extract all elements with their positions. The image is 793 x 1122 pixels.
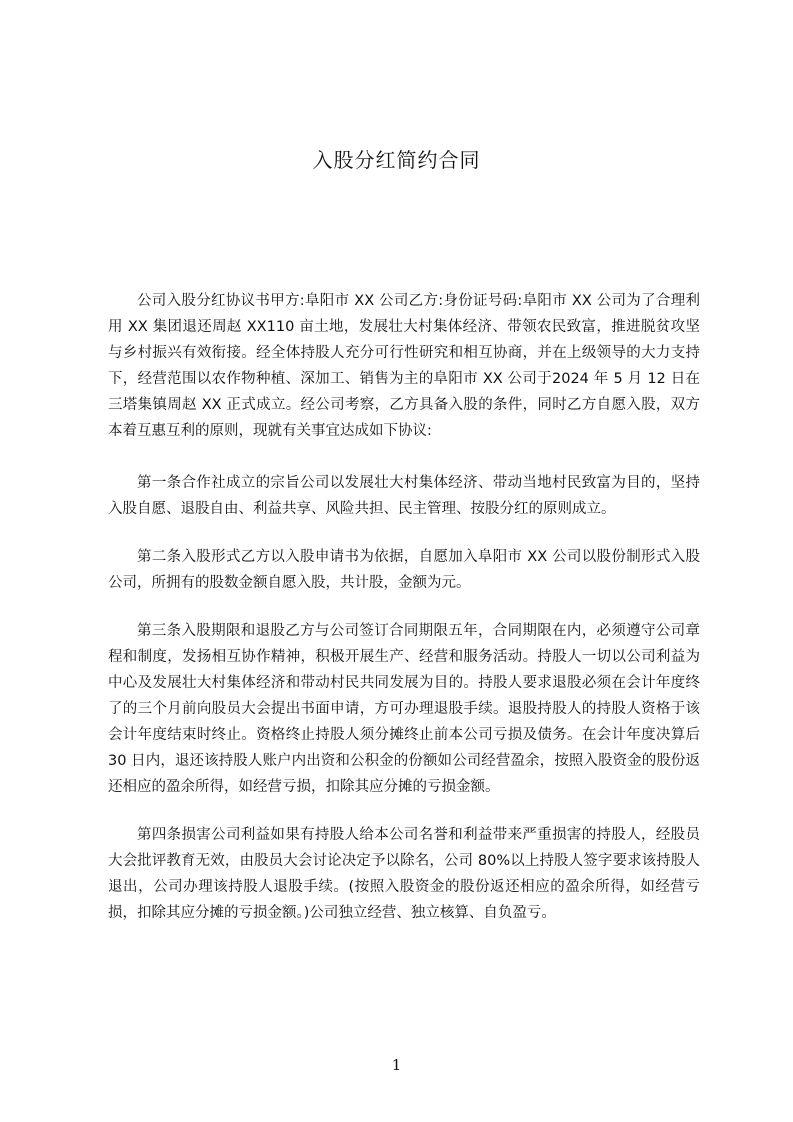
document-body <box>108 288 700 948</box>
page-number: 1 <box>391 1056 402 1074</box>
paragraph-article-1: 第一条合作社成立的宗旨公司以发展壮大村集体经济、带动当地村民致富为目的，坚持入股自愿、退股自由、利益共享、风险共担、民主管理、按股分红的原则成立。 <box>108 475 700 517</box>
paragraph-article-3: 第三条入股期限和退股乙方与公司签订合同期限五年，合同期限在内，必须遵守公司章程和制度，发扬相互协作精神，积极开展生产、经营和服务活动。持股人一切以公司利益为中心及发展壮大村集体经济和带动村民共同发展为目的。持股人要求退股必须在会计年度终了的三个月前向股员大会提出书面申请，方可办理退股手续。退股持股人的持股人资格于该会计年度结束时终止。资格终止持股人须分摊终止前本公司亏损及债务。在会计年度决算后 30 日内，退还该持股人账户内出资和公积金的份额如公司经营盈余，按照入股资金的股份返还相应的盈余所得，如经营亏损，扣除其应分摊的亏损金额。 <box>108 623 700 795</box>
paragraph-article-4: 第四条损害公司利益如果有持股人给本公司名誉和利益带来严重损害的持股人，经股员大会批评教育无效，由股员大会讨论决定予以除名，公司 80%以上持股人签字要求该持股人退出，公司办理该持股人退股手续。(按照入股资金的股份返还相应的盈余所得，如经营亏损，扣除其应分摊的亏损金额。)公司独立经营、独立核算、自负盈亏。 <box>108 827 700 921</box>
paragraph-article-2: 第二条入股形式乙方以入股申请书为依据，自愿加入阜阳市 XX 公司以股份制形式入股公司，所拥有的股数金额自愿入股，共计股，金额为元。 <box>108 549 700 591</box>
document-title: 入股分红简约合同 <box>312 148 481 172</box>
paragraph-intro: 公司入股分红协议书甲方:阜阳市 XX 公司乙方:身份证号码:阜阳市 XX 公司为了合理利用 XX 集团退还周赵 XX110 亩土地，发展壮大村集体经济、带领农民致富，推进脱贫攻坚与乡村振兴有效衔接。经全体持股人充分可行性研究和相互协商，并在上级领导的大力支持下，经营范围以农作物种植、深加工、销售为主的阜阳市 XX 公司于2024 年 5 月 12 日在三塔集镇周赵 XX 正式成立。经公司考察，乙方具备入股的条件，同时乙方自愿入股，双方本着互惠互利的原则，现就有关事宜达成如下协议: <box>108 293 700 439</box>
